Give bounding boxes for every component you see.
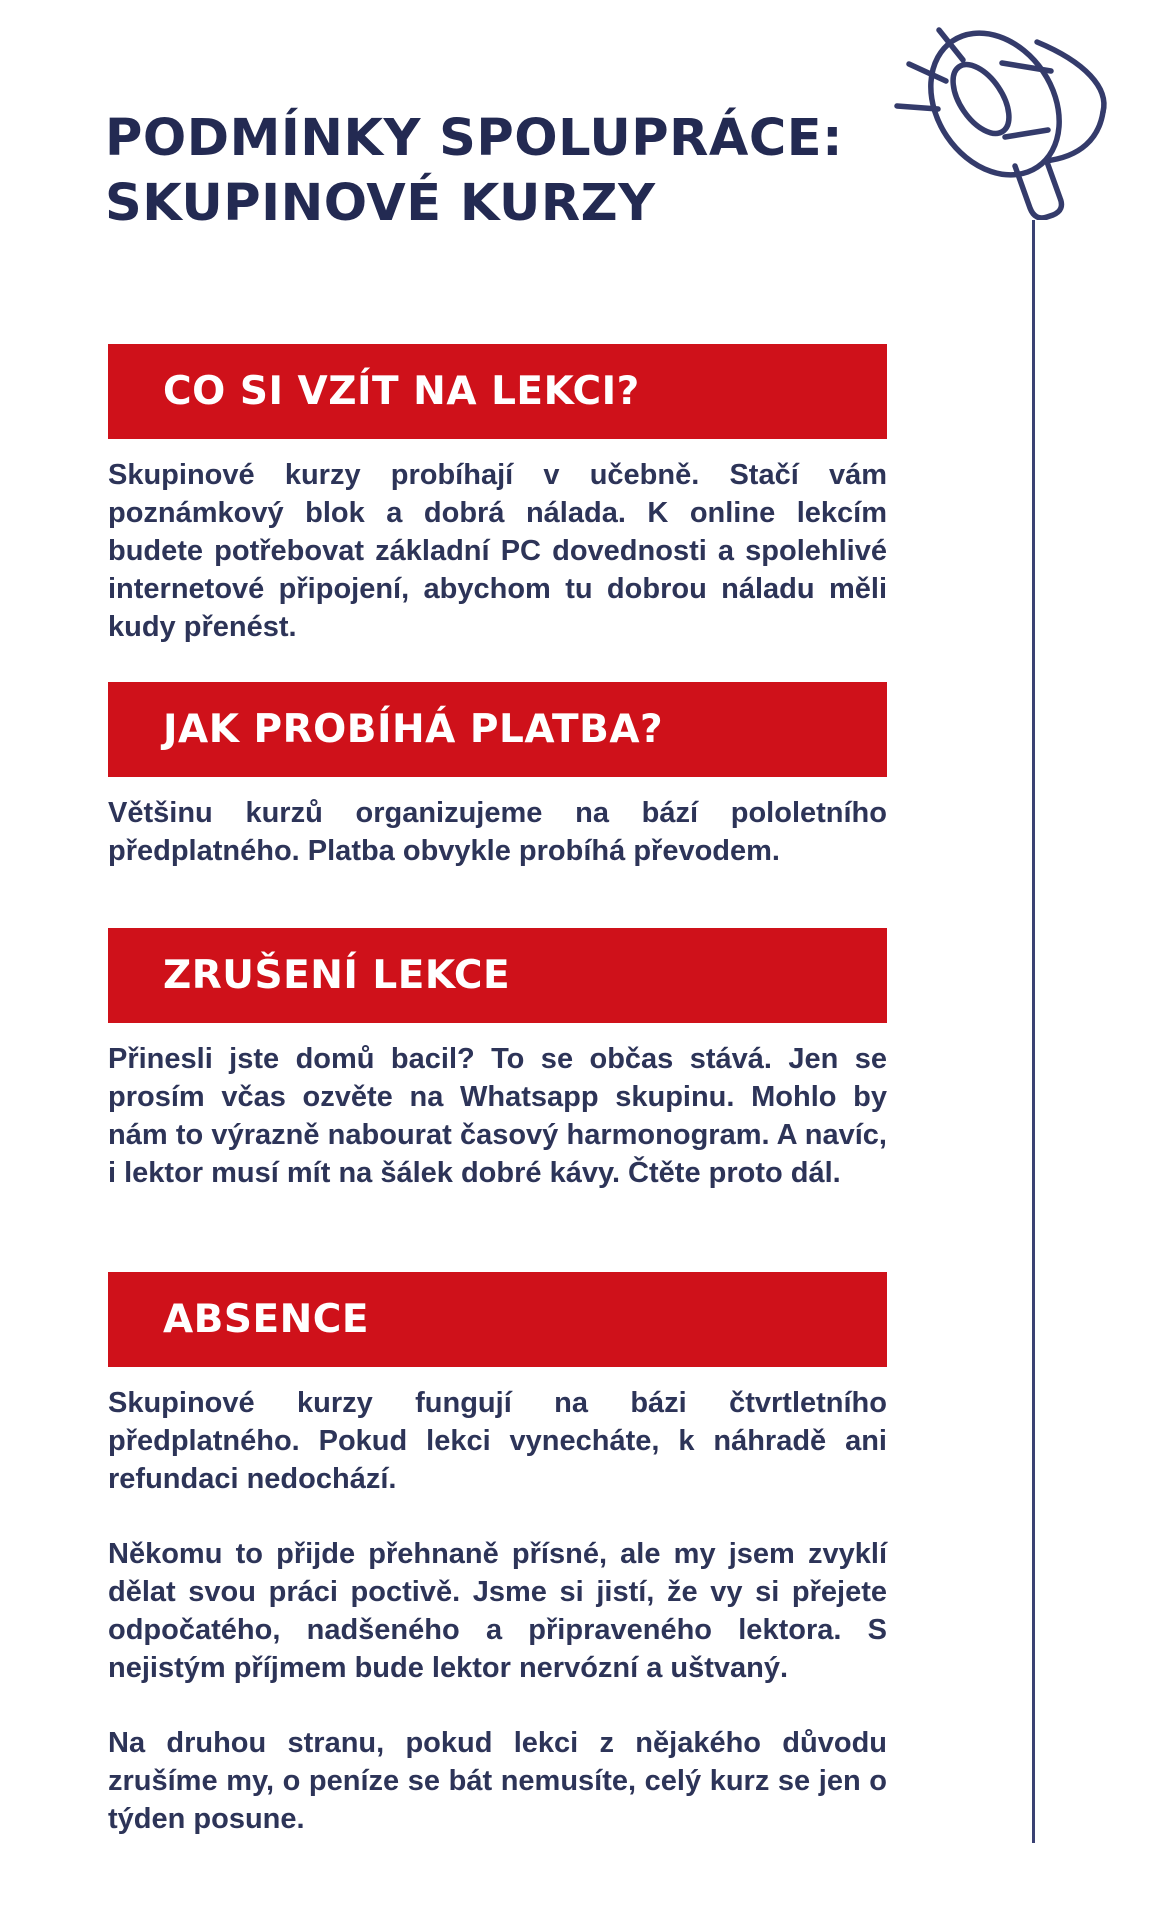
sound-line-2 xyxy=(909,64,946,81)
section-paragraph: Skupinové kurzy fungují na bázi čtvrtletního předplatného. Pokud lekci vynecháte, k náhradě ani refundaci nedochází. xyxy=(108,1387,887,1495)
section-paragraph: Většinu kurzů organizujeme na bází pololetního předplatného. Platba obvykle probíhá převodem. xyxy=(108,797,887,867)
megaphone-cone-bottom xyxy=(1045,112,1103,161)
section-paragraph: Někomu to přijde přehnaně přísné, ale my jsem zvyklí dělat svou práci poctivě. Jsme si jistí, že vy si přejete odpočatého, nadšeného a připraveného lektora. S nejistým příjmem bude lektor nervózní a uštvaný. xyxy=(108,1538,887,1684)
section-heading-bar xyxy=(108,344,887,439)
megaphone-bell xyxy=(904,9,1085,200)
section-what-to-bring xyxy=(108,344,887,646)
page-title xyxy=(105,106,887,236)
section-paragraph: Na druhou stranu, pokud lekci z nějakého důvodu zrušíme my, o peníze se bát nemusíte, celý kurz se jen o týden posune. xyxy=(108,1727,887,1835)
megaphone-handle xyxy=(1015,162,1061,218)
section-heading: CO SI VZÍT NA LEKCI? xyxy=(163,369,640,414)
section-heading: JAK PROBÍHÁ PLATBA? xyxy=(163,707,664,752)
megaphone-wedge-bottom xyxy=(1005,130,1048,137)
section-heading-bar xyxy=(108,682,887,777)
section-paragraph: Přinesli jste domů bacil? To se občas stává. Jen se prosím včas ozvěte na Whatsapp skupinu. Mohlo by nám to výrazně nabourat časový harmonogram. A navíc, i lektor musí mít na šálek dobré kávy. Čtěte proto dál. xyxy=(108,1043,887,1189)
section-heading: ZRUŠENÍ LEKCE xyxy=(163,953,511,998)
page-title-line1: PODMÍNKY SPOLUPRÁCE: xyxy=(105,109,844,168)
megaphone-icon xyxy=(855,8,1120,220)
megaphone-mouth xyxy=(942,55,1020,143)
megaphone-wedge-top xyxy=(1002,63,1051,71)
vertical-divider-line xyxy=(1032,220,1035,1843)
section-paragraph: Skupinové kurzy probíhají v učebně. Stačí vám poznámkový blok a dobrá nálada. K online lekcím budete potřebovat základní PC dovednosti a spolehlivé internetové připojení, abychom tu dobrou náladu měli kudy přenést. xyxy=(108,459,887,643)
page-title-line2: SKUPINOVÉ KURZY xyxy=(105,174,656,233)
content-column xyxy=(105,0,887,1838)
section-absence xyxy=(108,1272,887,1838)
section-lesson-cancellation xyxy=(108,928,887,1192)
section-heading-bar xyxy=(108,1272,887,1367)
section-payment xyxy=(108,682,887,870)
section-heading-bar xyxy=(108,928,887,1023)
section-heading: ABSENCE xyxy=(163,1297,370,1342)
